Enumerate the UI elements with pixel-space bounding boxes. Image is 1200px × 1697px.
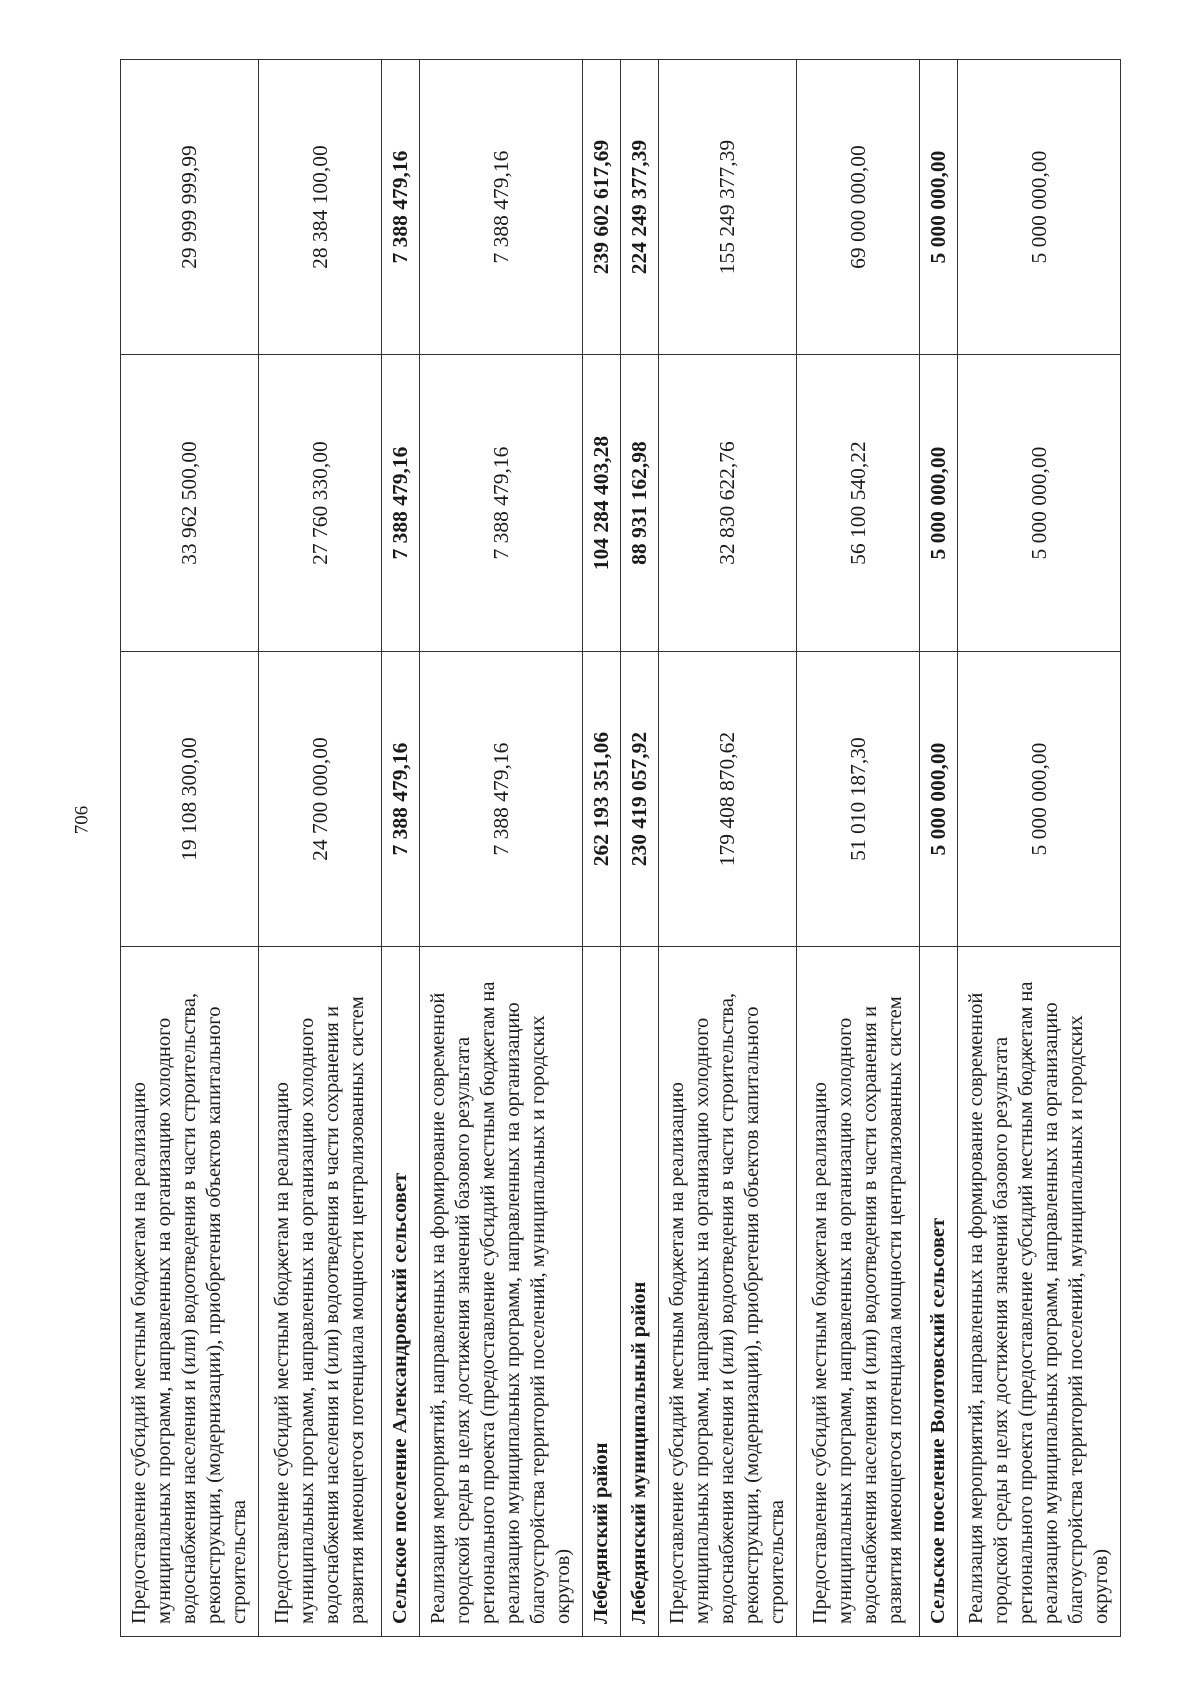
table-row-subtotal xyxy=(920,60,958,1637)
row-description: Предоставление субсидий местным бюджетам на реализацию муниципальных программ, направленных на организацию холодного водоснабжения населения и (или) водоотведения в части сохранения и развития имеющегося потенциала мощности централизованных систем xyxy=(259,947,382,1637)
row-value-2: 27 760 330,00 xyxy=(259,355,382,652)
row-value-1: 5 000 000,00 xyxy=(920,652,958,947)
table-row xyxy=(121,60,259,1637)
budget-table xyxy=(120,59,1121,1637)
table-row xyxy=(659,60,797,1637)
row-value-3: 69 000 000,00 xyxy=(797,60,920,355)
row-value-1: 24 700 000,00 xyxy=(259,652,382,947)
row-description: Предоставление субсидий местным бюджетам на реализацию муниципальных программ, направленных на организацию холодного водоснабжения населения и (или) водоотведения в части строительства, реконструкции, (модернизации), приобретения объектов капитального строительства xyxy=(121,947,259,1637)
page-number: 706 xyxy=(71,805,93,835)
row-value-2: 32 830 622,76 xyxy=(659,355,797,652)
row-value-1: 230 419 057,92 xyxy=(621,652,659,947)
row-description: Лебедянский муниципальный район xyxy=(621,947,659,1637)
row-value-2: 104 284 403,28 xyxy=(583,355,621,652)
row-value-3: 29 999 999,99 xyxy=(121,60,259,355)
row-value-3: 224 249 377,39 xyxy=(621,60,659,355)
row-value-2: 88 931 162,98 xyxy=(621,355,659,652)
row-value-2: 56 100 540,22 xyxy=(797,355,920,652)
row-value-2: 5 000 000,00 xyxy=(958,355,1121,652)
table-row-total xyxy=(583,60,621,1637)
row-value-1: 179 408 870,62 xyxy=(659,652,797,947)
row-description: Предоставление субсидий местным бюджетам на реализацию муниципальных программ, направленных на организацию холодного водоснабжения населения и (или) водоотведения в части сохранения и развития имеющегося потенциала мощности централизованных систем xyxy=(797,947,920,1637)
row-description: Сельское поселение Волотовский сельсовет xyxy=(920,947,958,1637)
row-description: Предоставление субсидий местным бюджетам на реализацию муниципальных программ, направленных на организацию холодного водоснабжения населения и (или) водоотведения в части строительства, реконструкции, (модернизации), приобретения объектов капитального строительства xyxy=(659,947,797,1637)
budget-table-sheet xyxy=(120,60,1112,1637)
row-value-1: 262 193 351,06 xyxy=(583,652,621,947)
row-description: Сельское поселение Александровский сельсовет xyxy=(382,947,420,1637)
row-value-1: 19 108 300,00 xyxy=(121,652,259,947)
row-value-2: 33 962 500,00 xyxy=(121,355,259,652)
row-value-3: 7 388 479,16 xyxy=(382,60,420,355)
row-value-1: 5 000 000,00 xyxy=(958,652,1121,947)
row-description: Лебедянский район xyxy=(583,947,621,1637)
row-value-3: 7 388 479,16 xyxy=(420,60,583,355)
row-value-3: 155 249 377,39 xyxy=(659,60,797,355)
table-row xyxy=(259,60,382,1637)
table-row xyxy=(797,60,920,1637)
row-value-1: 7 388 479,16 xyxy=(420,652,583,947)
table-row xyxy=(958,60,1121,1637)
row-description: Реализация мероприятий, направленных на формирование современной городской среды в целях достижения значений базового результата регионального проекта (предоставление субсидий местным бюджетам на реализацию муниципальных программ, направленных на организацию благоустройства территорий поселений, муниципальных и городских округов) xyxy=(420,947,583,1637)
row-value-3: 239 602 617,69 xyxy=(583,60,621,355)
row-value-3: 5 000 000,00 xyxy=(920,60,958,355)
table-row xyxy=(420,60,583,1637)
row-value-1: 51 010 187,30 xyxy=(797,652,920,947)
table-row-subtotal xyxy=(621,60,659,1637)
row-value-3: 5 000 000,00 xyxy=(958,60,1121,355)
row-value-2: 5 000 000,00 xyxy=(920,355,958,652)
row-value-1: 7 388 479,16 xyxy=(382,652,420,947)
row-value-2: 7 388 479,16 xyxy=(382,355,420,652)
row-value-3: 28 384 100,00 xyxy=(259,60,382,355)
table-row-subtotal xyxy=(382,60,420,1637)
row-value-2: 7 388 479,16 xyxy=(420,355,583,652)
row-description: Реализация мероприятий, направленных на формирование современной городской среды в целях достижения значений базового результата регионального проекта (предоставление субсидий местным бюджетам на реализацию муниципальных программ, направленных на организацию благоустройства территорий поселений, муниципальных и городских округов) xyxy=(958,947,1121,1637)
